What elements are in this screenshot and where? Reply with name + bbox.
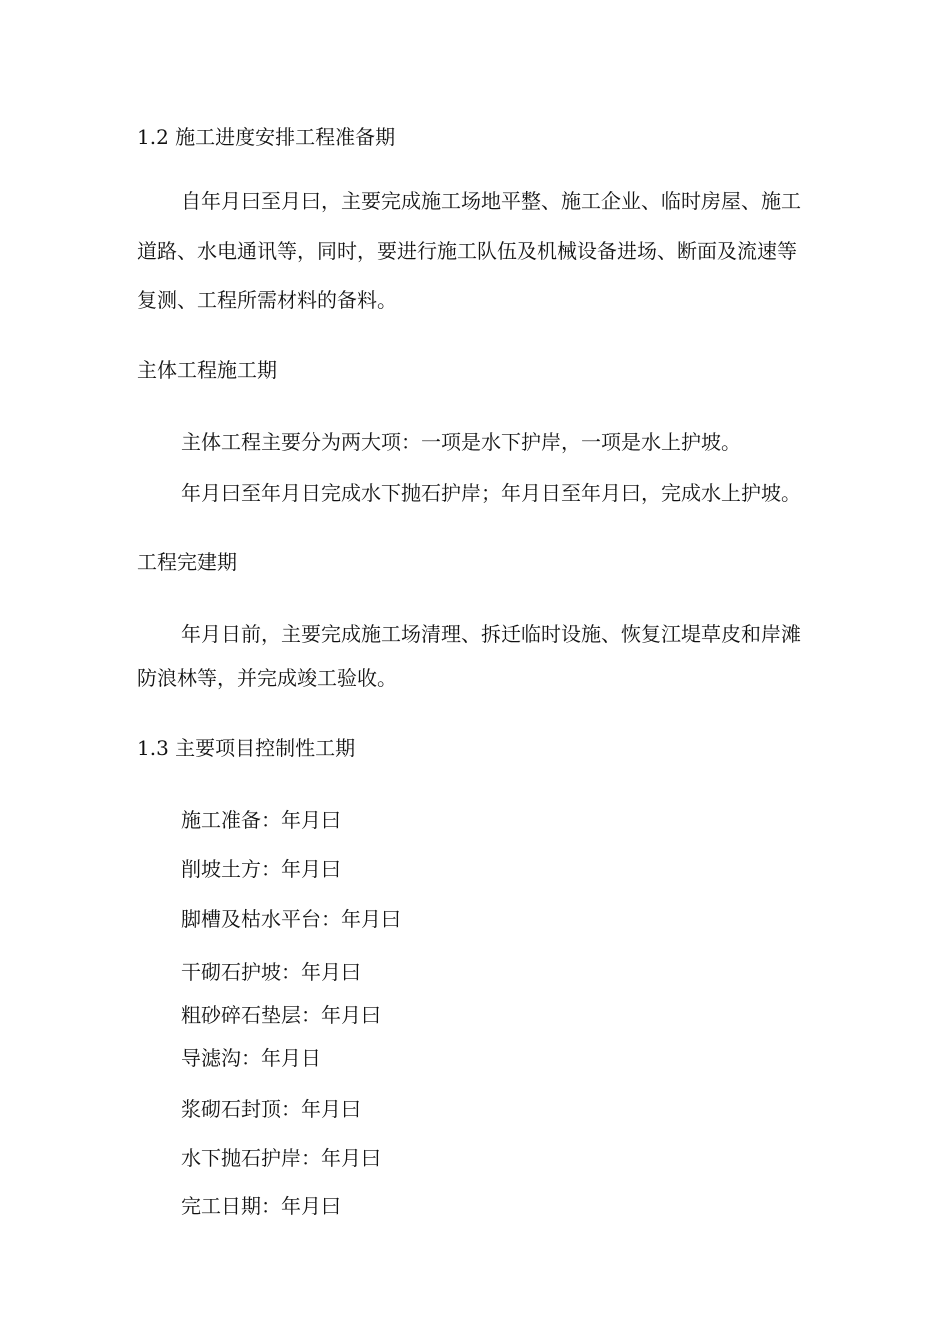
milestone-item: 完工日期：年月曰 — [181, 1194, 341, 1218]
milestone-item: 浆砌石封顶：年月曰 — [181, 1097, 361, 1121]
prep-para-line-3: 复测、工程所需材料的备料。 — [137, 288, 397, 312]
completion-para-line-1: 年月日前，主要完成施工场清理、拆迁临时设施、恢复江堤草皮和岸滩 — [181, 622, 801, 646]
milestone-item: 施工准备：年月曰 — [181, 808, 341, 832]
milestone-item: 水下抛石护岸：年月曰 — [181, 1146, 381, 1170]
main-works-para-1: 主体工程主要分为两大项：一项是水下护岸，一项是水上护坡。 — [181, 430, 741, 454]
milestone-item: 粗砂碎石垫层：年月曰 — [181, 1003, 381, 1027]
milestone-item: 干砌石护坡：年月曰 — [181, 960, 361, 984]
milestone-item: 脚槽及枯水平台：年月曰 — [181, 907, 401, 931]
main-works-heading: 主体工程施工期 — [137, 358, 277, 382]
prep-para-line-2: 道路、水电通讯等，同时，要进行施工队伍及机械设备进场、断面及流速等 — [137, 239, 797, 263]
completion-para-line-2: 防浪林等，并完成竣工验收。 — [137, 666, 397, 690]
milestone-item: 导滤沟：年月日 — [181, 1046, 321, 1070]
milestone-item: 削坡土方：年月曰 — [181, 857, 341, 881]
main-works-para-2: 年月曰至年月日完成水下抛石护岸；年月日至年月曰，完成水上护坡。 — [181, 481, 801, 505]
prep-para-line-1: 自年月曰至月曰，主要完成施工场地平整、施工企业、临时房屋、施工 — [181, 189, 801, 213]
section-1-2-heading: 1.2 施工进度安排工程准备期 — [137, 125, 396, 149]
completion-heading: 工程完建期 — [137, 550, 237, 574]
section-1-3-heading: 1.3 主要项目控制性工期 — [137, 736, 356, 760]
